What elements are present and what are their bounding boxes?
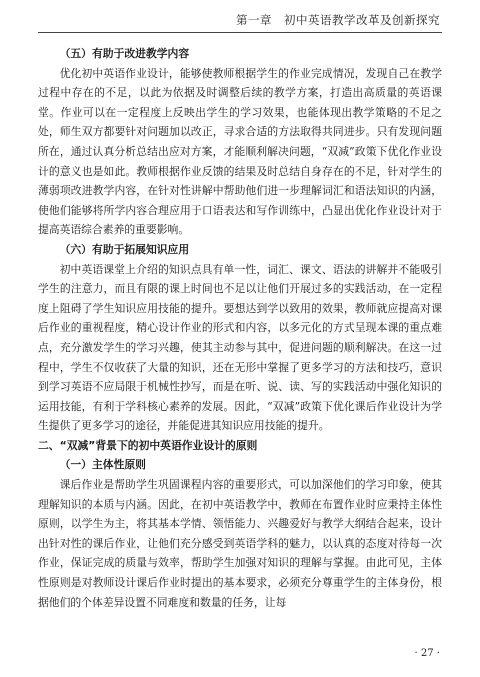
section-5-paragraph: 优化初中英语作业设计，能够使教师根据学生的作业完成情况，发现自己在教学过程中存在的不足，以此为依据及时调整后续的教学方案，打造出高质量的英语课堂。作业可以在一定程度上反映出学生的学习效果，也能体现出教学策略的不足之处，师生双方都要针对问题加以改正，寻求合适的方法取得共同进步。只有发现问题所在，通过认真分析总结出应对方案，才能顺利解决问题，“双减”政策下优化作业设计的意义也是如此。教师根据作业反馈的结果及时总结自身存在的不足，针对学生的薄弱项改进教学内容，在针对性讲解中帮助他们进一步理解词汇和语法知识的内涵，使他们能够将所学内容合理应用于口语表达和写作训练中，凸显出优化作业设计对于提高英语综合素养的重要影响。 [38, 66, 442, 237]
section-heading-5: （五）有助于改进教学内容 [59, 47, 190, 60]
page-number: · 27 · [414, 648, 440, 659]
header-rule [38, 32, 442, 33]
running-header: 第一章 初中英语教学改革及创新探究 [236, 13, 440, 27]
section-6-paragraph: 初中英语课堂上介绍的知识点具有单一性，词汇、课文、语法的讲解并不能吸引学生的注意力，而且有限的课上时间也不足以让他们开展过多的实践活动，在一定程度上阻碍了学生知识应用技能的提升。要想达到学以致用的效果，教师就应提高对课后作业的重视程度，精心设计作业的形式和内容，以多元化的方式呈现本课的重点难点，充分激发学生的学习兴趣，使其主动参与其中，促进问题的顺利解决。在这一过程中，学生不仅收获了大量的知识，还在无形中掌握了更多学习的方法和技巧，意识到学习英语不应局限于机械性抄写，而是在听、说、读、写的实践活动中强化知识的运用技能，有利于学科核心素养的发展。因此，“双减”政策下优化课后作业设计为学生提供了更多学习的途径，并能促进其知识应用技能的提升。 [38, 262, 442, 433]
section-heading-1: （一）主体性原则 [59, 458, 146, 472]
part-heading-2: 二、“双减”背景下的初中英语作业设计的原则 [38, 438, 258, 452]
page-body [38, 44, 442, 612]
section-1-paragraph: 课后作业是帮助学生巩固课程内容的重要形式，可以加深他们的学习印象，使其理解知识的本质与内涵。因此，在初中英语教学中，教师在布置作业时应秉持主体性原则，以学生为主，将其基本学情、领悟能力、兴趣爱好与教学大纲结合起来，设计出针对性的课后作业，让他们充分感受到英语学科的魅力，以认真的态度对待每一次作业，保证完成的质量与效率，帮助学生加强对知识的理解与掌握。由此可见，主体性原则是对教师设计课后作业时提出的基本要求，必须充分尊重学生的主体身份，根据他们的个体差异设置不同难度和数量的任务，让每 [38, 478, 442, 609]
section-heading-6: （六）有助于拓展知识应用 [59, 242, 190, 256]
